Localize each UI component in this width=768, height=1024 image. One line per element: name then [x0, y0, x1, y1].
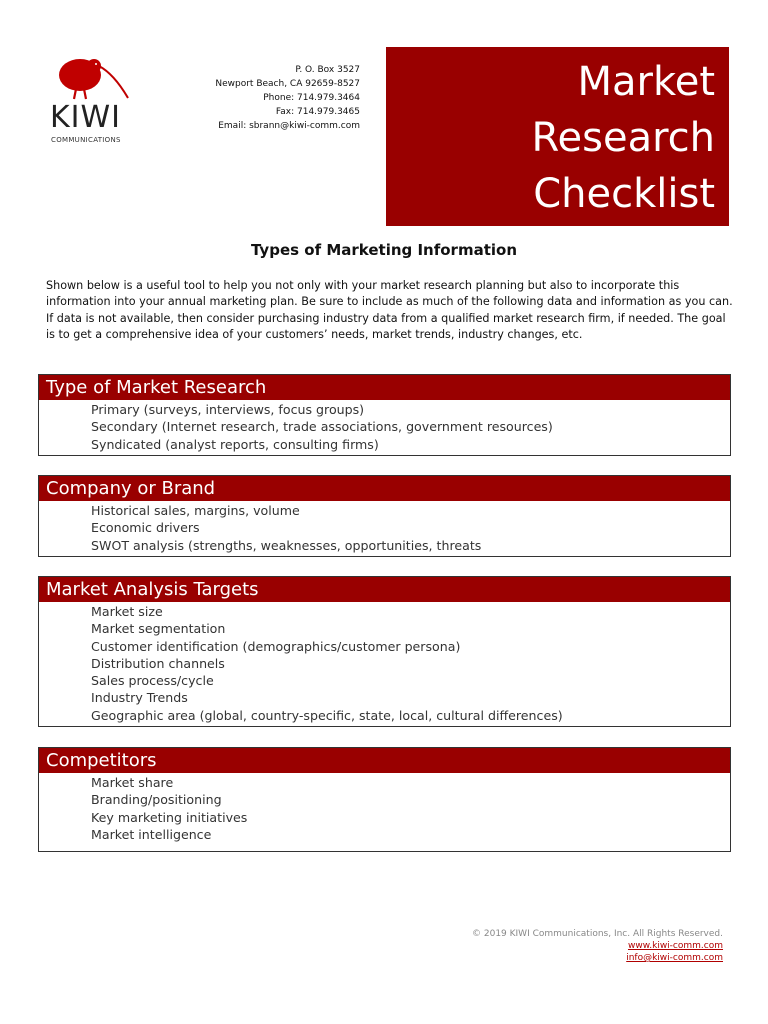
address-po-box: P. O. Box 3527 [295, 65, 360, 75]
list-item: Secondary (Internet research, trade associations, government resources) [91, 419, 553, 435]
section-market-analysis-targets [38, 576, 731, 727]
title-line-3: Checklist [533, 171, 715, 217]
title-line-2: Research [531, 115, 715, 161]
list-item: Primary (surveys, interviews, focus groups) [91, 402, 365, 417]
section-competitors [38, 747, 731, 852]
copyright-text: © 2019 KIWI Communications, Inc. All Rights Reserved. [472, 929, 723, 939]
kiwi-bird-icon [48, 52, 144, 102]
title-banner [386, 47, 729, 226]
list-item: Industry Trends [91, 690, 188, 706]
logo-subtitle: COMMUNICATIONS [51, 136, 121, 144]
list-item: Sales process/cycle [91, 673, 214, 689]
list-item: Market size [91, 604, 163, 619]
section-items [39, 501, 730, 556]
list-item: Geographic area (global, country-specific, state, local, cultural differences) [91, 707, 563, 723]
section-items [39, 773, 730, 851]
address-phone: Phone: 714.979.3464 [263, 93, 360, 103]
section-title: Company or Brand [39, 476, 730, 501]
address-block [215, 63, 360, 133]
page-heading: Types of Marketing Information [250, 241, 518, 259]
intro-paragraph: Shown below is a useful tool to help you not only with your market research planning but also to incorporate this information into your annual marketing plan. Be sure to include as much of the following data and information as you can. If data is not available, then consider purchasing industry data from a qualified market research firm, if needed. The goal is to get a comprehensive idea of your customers’ needs, market trends, industry changes, etc. [46, 279, 733, 341]
list-item: Market segmentation [91, 621, 226, 637]
title-line-1: Market [577, 59, 715, 105]
section-title: Type of Market Research [39, 375, 730, 400]
website-link[interactable]: www.kiwi-comm.com [627, 941, 723, 951]
logo-wordmark: KIWI [50, 100, 122, 135]
list-item: Historical sales, margins, volume [91, 503, 300, 518]
section-type-of-market-research [38, 374, 731, 456]
email-link[interactable]: info@kiwi-comm.com [626, 953, 723, 963]
address-email: Email: sbrann@kiwi-comm.com [218, 121, 360, 131]
list-item: Market share [91, 775, 174, 790]
section-company-or-brand [38, 475, 731, 557]
footer [472, 928, 723, 964]
list-item: Distribution channels [91, 655, 225, 671]
list-item: Syndicated (analyst reports, consulting firms) [91, 436, 379, 452]
list-item: Economic drivers [91, 520, 200, 536]
address-fax: Fax: 714.979.3465 [275, 107, 360, 117]
section-items [39, 400, 730, 455]
address-city: Newport Beach, CA 92659-8527 [215, 79, 360, 89]
section-items [39, 602, 730, 726]
list-item: Key marketing initiatives [91, 809, 248, 825]
section-title: Competitors [39, 748, 730, 773]
section-title: Market Analysis Targets [39, 577, 730, 602]
list-item: Market intelligence [91, 826, 212, 842]
list-item: Branding/positioning [91, 792, 222, 808]
list-item: Customer identification (demographics/customer persona) [91, 638, 461, 654]
list-item: SWOT analysis (strengths, weaknesses, opportunities, threats [91, 537, 482, 553]
